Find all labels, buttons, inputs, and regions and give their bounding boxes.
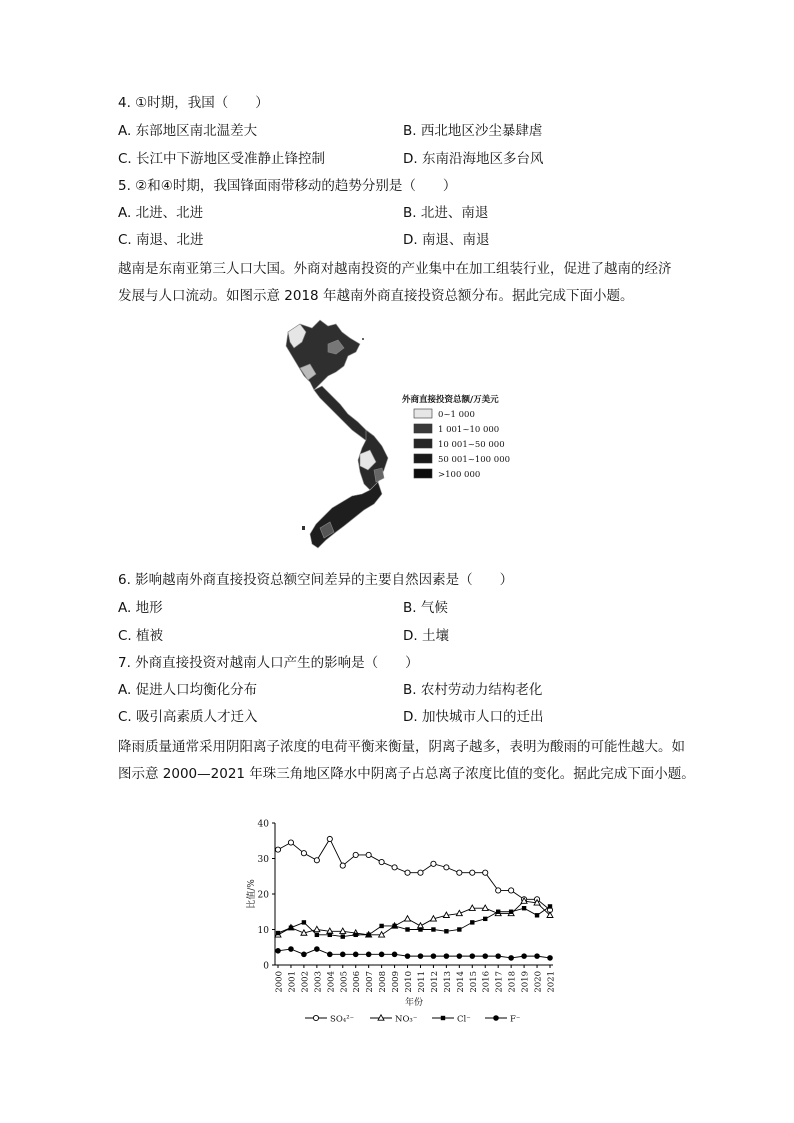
q5-stem: 5. ②和④时期，我国锋面雨带移动的趋势分别是（ ） [118, 178, 457, 194]
map-region-south [310, 482, 382, 548]
data-point-series-3 [535, 954, 540, 959]
map-legend-title: 外商直接投资总额/万美元 [402, 395, 499, 405]
data-point-series-2 [483, 917, 487, 921]
map-legend [414, 409, 510, 480]
data-point-series-2 [431, 927, 435, 931]
data-point-series-2 [457, 927, 461, 931]
data-point-series-3 [522, 954, 527, 959]
data-point-series-3 [302, 952, 307, 957]
data-point-series-2 [328, 933, 332, 937]
x-tick-label: 2005 [339, 971, 350, 993]
x-tick-label: 2010 [404, 971, 415, 993]
legend-label-0: SO₄²⁻ [330, 1014, 355, 1025]
data-point-series-2 [405, 927, 409, 931]
q6-option-c: C. 植被 [118, 628, 164, 644]
data-point-series-2 [354, 933, 358, 937]
data-point-series-3 [457, 954, 462, 959]
x-tick-label: 2018 [507, 971, 518, 993]
legend-label-1: 1 001~10 000 [438, 425, 500, 435]
map-island [302, 526, 305, 530]
data-point-series-2 [496, 910, 500, 914]
data-point-series-1 [469, 905, 475, 910]
data-point-series-1 [482, 905, 488, 910]
legend-label-2: 10 001~50 000 [438, 440, 505, 450]
data-point-series-0 [314, 858, 319, 863]
q5-option-b: B. 北进、南退 [403, 205, 489, 221]
x-tick-label: 2013 [442, 971, 453, 993]
x-tick-label: 2000 [274, 971, 285, 993]
x-tick-label: 2012 [429, 971, 440, 993]
data-point-series-2 [315, 933, 319, 937]
data-point-series-1 [314, 926, 320, 931]
legend-marker-3 [494, 1016, 499, 1021]
chart-svg [240, 813, 570, 1028]
map-island [362, 338, 364, 340]
x-tick-label: 2015 [468, 971, 479, 993]
x-tick-label: 2004 [326, 971, 337, 993]
legend-label-3: F⁻ [510, 1014, 521, 1025]
data-point-series-2 [444, 929, 448, 933]
data-point-series-3 [392, 952, 397, 957]
vietnam-investment-map [270, 318, 525, 558]
data-point-series-2 [535, 913, 539, 917]
data-point-series-0 [340, 863, 345, 868]
data-point-series-0 [405, 870, 410, 875]
y-tick-label: 0 [263, 961, 269, 972]
data-point-series-2 [379, 924, 383, 928]
data-point-series-3 [340, 952, 345, 957]
q4-option-c: C. 长江中下游地区受准静止锋控制 [118, 151, 326, 167]
data-point-series-0 [483, 870, 488, 875]
data-point-series-2 [392, 924, 396, 928]
x-tick-label: 2021 [546, 971, 557, 993]
q6-stem: 6. 影响越南外商直接投资总额空间差异的主要自然因素是（ ） [118, 572, 514, 588]
data-point-series-2 [548, 904, 552, 908]
x-tick-label: 2019 [520, 971, 531, 993]
x-tick-label: 2011 [416, 971, 427, 993]
q7-stem: 7. 外商直接投资对越南人口产生的影响是（ ） [118, 655, 419, 671]
data-point-series-1 [379, 932, 385, 937]
x-tick-label: 2020 [533, 971, 544, 993]
data-point-series-0 [457, 870, 462, 875]
legend-swatch-0 [414, 409, 432, 418]
y-tick-label: 40 [257, 819, 269, 830]
x-tick-label: 2003 [313, 971, 324, 993]
legend-swatch-2 [414, 439, 432, 448]
x-axis-label: 年份 [404, 998, 424, 1008]
data-point-series-3 [379, 952, 384, 957]
q7-option-c: C. 吸引高素质人才迁入 [118, 709, 258, 725]
x-tick-label: 2017 [494, 971, 505, 993]
legend-label-4: >100 000 [438, 470, 481, 480]
legend-swatch-3 [414, 454, 432, 463]
data-point-series-2 [341, 934, 345, 938]
data-point-series-0 [327, 836, 332, 841]
data-point-series-0 [392, 865, 397, 870]
q4-stem: 4. ①时期，我国（ ） [118, 95, 269, 111]
q4-option-d: D. 东南沿海地区多台风 [403, 151, 544, 167]
vietnam-map-svg [270, 318, 525, 558]
intro-paragraph-vietnam: 越南是东南亚第三人口大国。外商对越南投资的产业集中在加工组装行业，促进了越南的经济发展与人口流动。如图示意 2018 年越南外商直接投资总额分布。据此完成下面小题。 [118, 261, 672, 304]
data-point-series-0 [470, 870, 475, 875]
q7-option-a: A. 促进人口均衡化分布 [118, 682, 258, 698]
data-point-series-3 [405, 954, 410, 959]
x-tick-label: 2007 [365, 971, 376, 993]
y-tick-label: 20 [257, 890, 269, 901]
data-point-series-3 [431, 954, 436, 959]
legend-marker-0 [313, 1015, 318, 1020]
data-point-series-3 [289, 947, 294, 952]
data-point-series-3 [496, 954, 501, 959]
q5-option-a: A. 北进、北进 [118, 205, 204, 221]
y-axis-label: 比值/% [247, 879, 257, 909]
data-point-series-0 [379, 859, 384, 864]
q6-option-b: B. 气候 [403, 600, 448, 616]
data-point-series-2 [366, 933, 370, 937]
x-tick-label: 2001 [287, 971, 298, 993]
legend-swatch-1 [414, 424, 432, 433]
data-point-series-3 [418, 954, 423, 959]
data-point-series-2 [302, 920, 306, 924]
data-point-series-0 [509, 888, 514, 893]
x-tick-label: 2002 [300, 971, 311, 993]
data-point-series-2 [276, 931, 280, 935]
intro-paragraph-rain: 降雨质量通常采用阴阳离子浓度的电荷平衡来衡量，阴离子越多，表明为酸雨的可能性越大。如图示意 2000—2021 年珠三角地区降水中阴离子占总离子浓度比值的变化。据此完成下面小题。 [118, 739, 695, 782]
data-point-series-2 [509, 910, 513, 914]
data-point-series-0 [301, 851, 306, 856]
data-point-series-0 [366, 852, 371, 857]
data-point-series-3 [327, 952, 332, 957]
x-tick-label: 2009 [391, 971, 402, 993]
data-point-series-3 [548, 956, 553, 961]
map-region-central-mid [374, 468, 384, 482]
q4-option-b: B. 西北地区沙尘暴肆虐 [403, 123, 543, 139]
data-point-series-2 [418, 927, 422, 931]
q6-option-a: A. 地形 [118, 600, 163, 616]
x-tick-label: 2006 [352, 971, 363, 993]
x-tick-label: 2016 [481, 971, 492, 993]
data-point-series-0 [275, 847, 280, 852]
data-point-series-3 [314, 947, 319, 952]
data-point-series-0 [418, 870, 423, 875]
data-point-series-1 [340, 928, 346, 933]
q7-option-b: B. 农村劳动力结构老化 [403, 682, 543, 698]
data-point-series-3 [483, 954, 488, 959]
data-point-series-0 [288, 840, 293, 845]
legend-label-3: 50 001~100 000 [438, 455, 511, 465]
data-point-series-2 [289, 926, 293, 930]
data-point-series-3 [366, 952, 371, 957]
data-point-series-3 [353, 952, 358, 957]
legend-label-0: 0~1 000 [438, 410, 475, 420]
q7-option-d: D. 加快城市人口的迁出 [403, 709, 544, 725]
legend-swatch-4 [414, 469, 432, 478]
legend-marker-2 [441, 1016, 445, 1020]
y-tick-label: 30 [257, 855, 269, 865]
legend-marker-1 [378, 1015, 384, 1020]
data-point-series-3 [444, 954, 449, 959]
data-point-series-0 [353, 852, 358, 857]
x-tick-label: 2014 [455, 971, 466, 993]
y-tick-label: 10 [257, 926, 269, 936]
q6-option-d: D. 土壤 [403, 628, 449, 644]
legend-label-2: Cl⁻ [457, 1014, 471, 1025]
data-point-series-3 [509, 956, 514, 961]
anion-ratio-chart [240, 813, 570, 1028]
data-point-series-1 [405, 916, 411, 921]
data-point-series-0 [496, 888, 501, 893]
data-point-series-0 [431, 861, 436, 866]
q4-option-a: A. 东部地区南北温差大 [118, 123, 258, 139]
data-point-series-0 [444, 865, 449, 870]
data-point-series-2 [522, 906, 526, 910]
legend-label-1: NO₃⁻ [395, 1014, 418, 1025]
data-point-series-2 [470, 920, 474, 924]
series-line-0 [278, 839, 550, 910]
map-region-central-north [314, 386, 374, 442]
data-point-series-3 [276, 948, 281, 953]
q5-option-c: C. 南退、北进 [118, 232, 204, 248]
data-point-series-3 [470, 954, 475, 959]
q5-option-d: D. 南退、南退 [403, 232, 490, 248]
x-tick-label: 2008 [378, 971, 389, 993]
